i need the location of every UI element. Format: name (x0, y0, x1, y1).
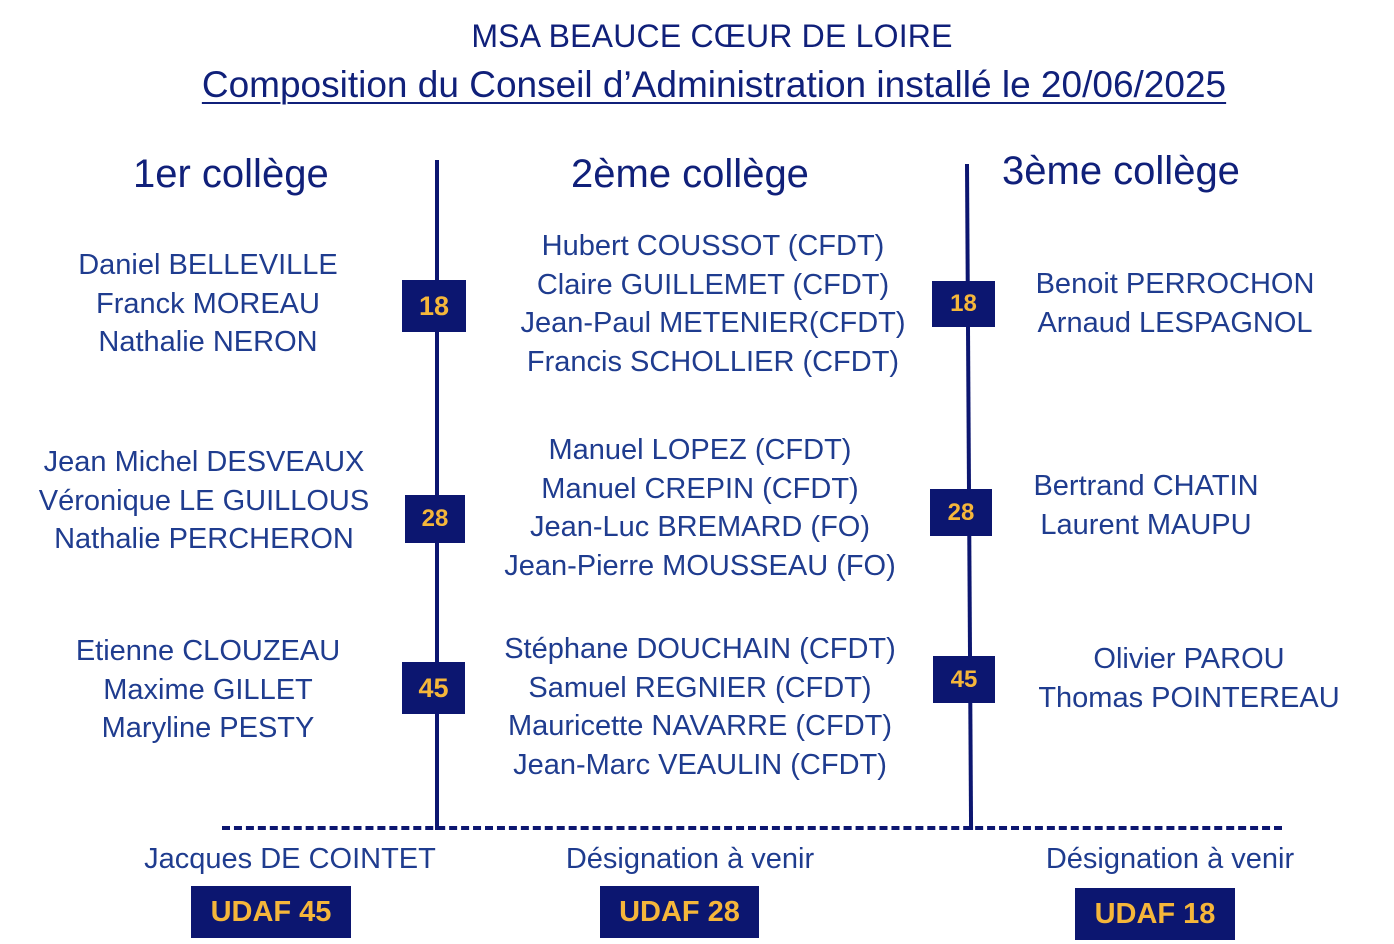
department-badge: 45 (933, 656, 995, 703)
member-name: Nathalie PERCHERON (54, 523, 354, 555)
member-name: Francis SCHOLLIER (CFDT) (526, 345, 900, 378)
member-name: Daniel BELLEVILLE (78, 249, 338, 281)
department-badge: 18 (402, 280, 466, 332)
member-name: Maxime GILLET (103, 673, 313, 706)
college-2-group-2 (460, 431, 940, 585)
member-name: Samuel REGNIER (CFDT) (528, 671, 872, 704)
college-3-group-18 (1010, 265, 1340, 342)
college-2-group-3 (460, 630, 940, 784)
member-name: Thomas POINTEREAU (1038, 681, 1340, 714)
member-name: Franck MOREAU (96, 287, 320, 320)
member-name: Olivier PAROU (1093, 643, 1285, 675)
college-2-title: 2ème collège (571, 152, 809, 196)
member-name: Arnaud LESPAGNOL (1037, 306, 1313, 339)
college-1-group-45 (40, 632, 376, 748)
member-name: Jean-Paul METENIER(CFDT) (520, 307, 906, 339)
member-name: Manuel CREPIN (CFDT) (541, 472, 859, 505)
udaf-28-badge: UDAF 28 (600, 886, 759, 938)
member-name: Hubert COUSSOT (CFDT) (541, 230, 885, 262)
college-1-title: 1er collège (133, 152, 329, 196)
member-name: Nathalie NERON (98, 326, 318, 358)
member-name: Claire GUILLEMET (CFDT) (536, 268, 890, 301)
college-1-group-18 (40, 246, 376, 362)
udaf-separator (222, 826, 1282, 830)
member-name: Jean-Pierre MOUSSEAU (FO) (504, 549, 896, 582)
member-name: Stéphane DOUCHAIN (CFDT) (504, 633, 896, 665)
udaf-45-representative: Jacques DE COINTET (144, 843, 436, 875)
college-1-group-28 (14, 443, 394, 559)
member-name: Bertrand CHATIN (1033, 470, 1259, 502)
department-badge: 45 (402, 662, 465, 714)
member-name: Manuel LOPEZ (CFDT) (548, 434, 852, 466)
udaf-18-badge: UDAF 18 (1075, 888, 1235, 940)
department-badge: 28 (405, 495, 465, 543)
department-badge: 28 (930, 489, 992, 536)
member-name: Laurent MAUPU (1040, 508, 1252, 541)
member-name: Jean-Marc VEAULIN (CFDT) (513, 748, 887, 781)
member-name: Jean Michel DESVEAUX (43, 446, 365, 478)
college-3-group-45 (1018, 640, 1360, 717)
member-name: Mauricette NAVARRE (CFDT) (507, 710, 893, 742)
college-3-title: 3ème collège (1002, 149, 1240, 193)
member-name: Etienne CLOUZEAU (75, 635, 341, 667)
college-3-group-28 (1005, 467, 1287, 544)
udaf-18-representative: Désignation à venir (1045, 843, 1295, 875)
member-name: Benoit PERROCHON (1035, 268, 1315, 300)
member-name: Jean-Luc BREMARD (FO) (529, 511, 870, 543)
member-name: Véronique LE GUILLOUS (38, 484, 370, 517)
department-badge: 18 (932, 281, 995, 327)
udaf-45-badge: UDAF 45 (191, 886, 351, 938)
page-title: Composition du Conseil d’Administration installé le 20/06/2025 (201, 64, 1227, 105)
organization-title: MSA BEAUCE CŒUR DE LOIRE (471, 18, 953, 54)
udaf-28-representative: Désignation à venir (565, 843, 815, 875)
member-name: Maryline PESTY (101, 712, 315, 744)
college-2-group-1 (474, 227, 952, 381)
